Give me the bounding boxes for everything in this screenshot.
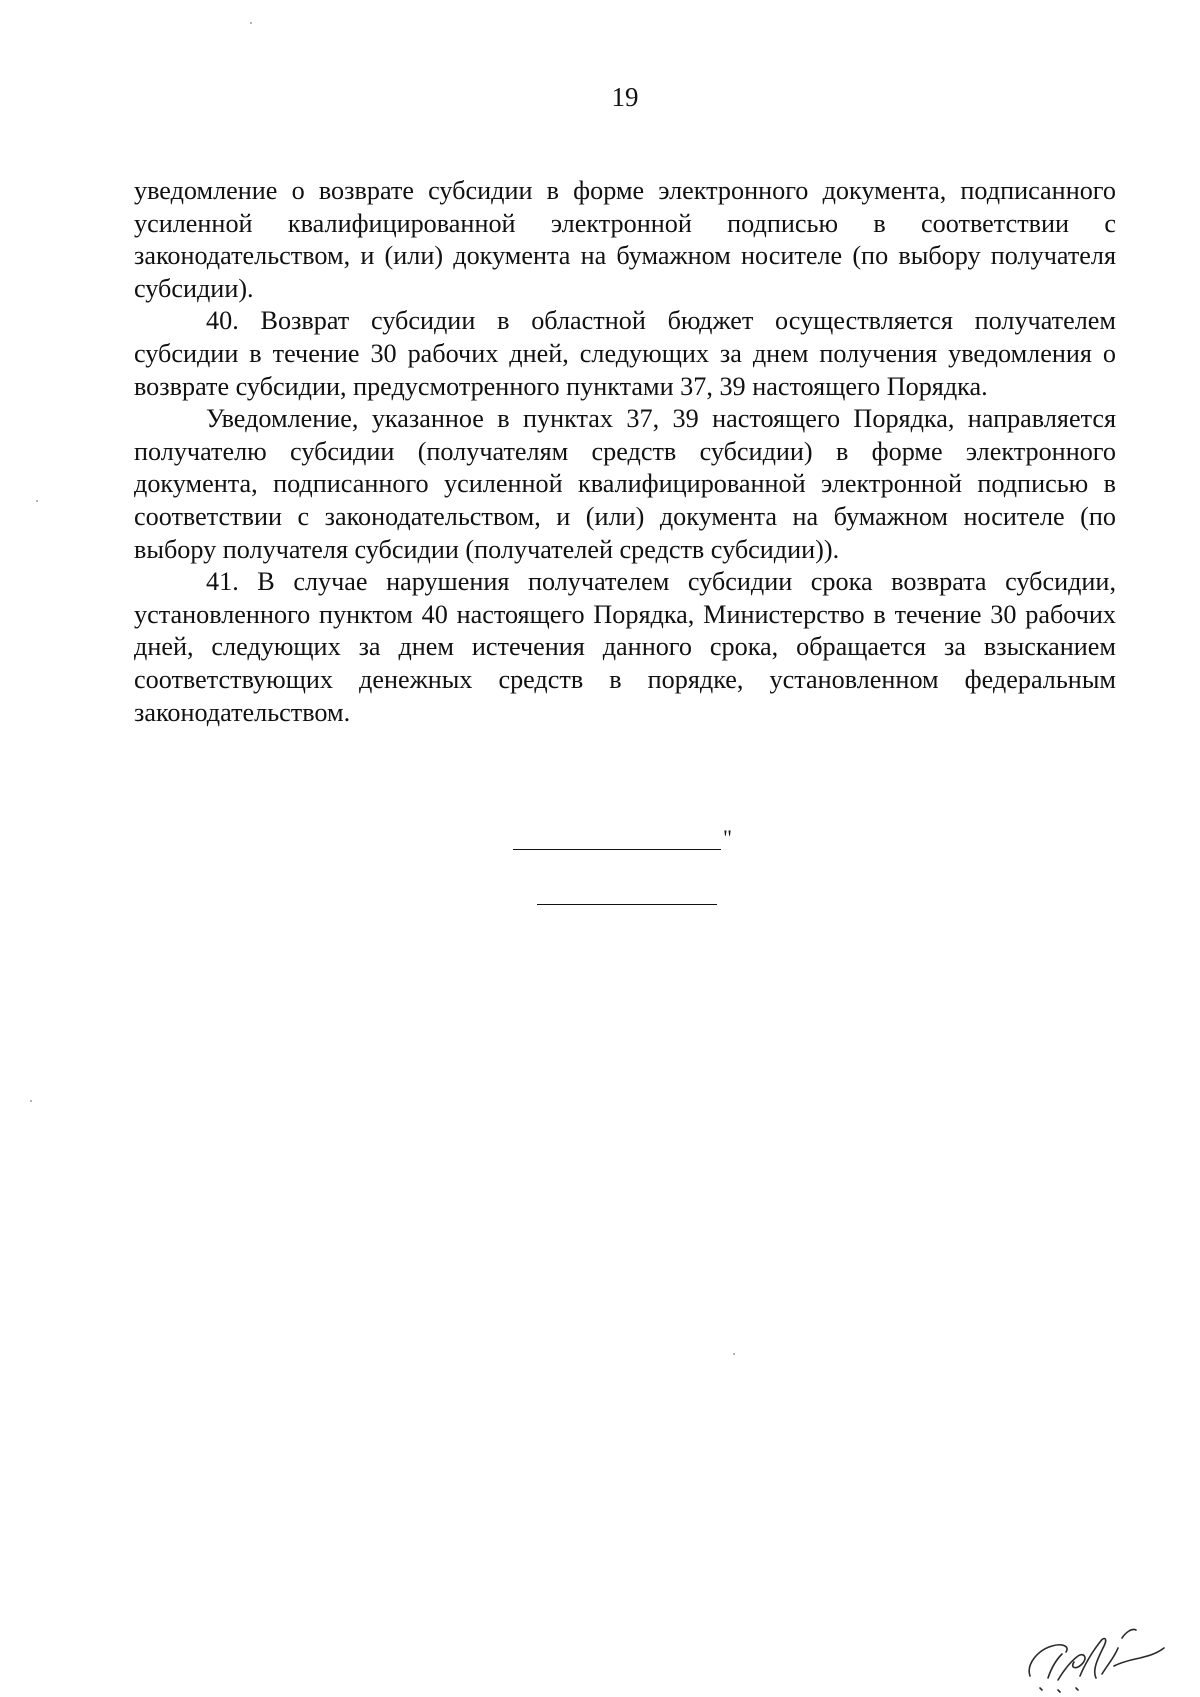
scan-speck [250,22,252,24]
document-body [134,175,1116,729]
scan-speck [30,1100,32,1102]
paragraph-40: 40. Возврат субсидии в областной бюджет осуществляется получателем субсидии в течение 30 рабочих дней, следующих за днем получения уведомления о возврате субсидии, предусмотренного пунктами 37, 39 настоящего Порядка. [134,306,1116,401]
paragraph-41: 41. В случае нарушения получателем субсидии срока возврата субсидии, установленного пунктом 40 настоящего Порядка, Министерство в течение 30 рабочих дней, следующих за днем истечения данного срока, обращается за взысканием соответствующих денежных средств в порядке, установленном федеральным законодательством. [134,567,1116,727]
scan-speck [36,500,38,502]
paragraph-continuation: уведомление о возврате субсидии в форме электронного документа, подписанного усиленной квалифицированной электронной подписью в соответствии с законодательством, и (или) документа на бумажном носителе (по выбору получателя субсидии). [134,176,1116,303]
end-of-document-rule [537,904,717,905]
scan-speck [733,1353,735,1355]
closing-rule [513,849,721,850]
handwritten-signature-icon [1018,1618,1168,1694]
page-number: 19 [611,82,639,112]
closing-quote: " [723,825,732,850]
paragraph-notice: Уведомление, указанное в пунктах 37, 39 настоящего Порядка, направляется получателю субсидии (получателям средств субсидии) в форме электронного документа, подписанного усиленной квалифицированной электронной подписью в соответствии с законодательством, и (или) документа на бумажном носителе (по выбору получателя субсидии (получателей средств субсидии)). [134,404,1116,564]
